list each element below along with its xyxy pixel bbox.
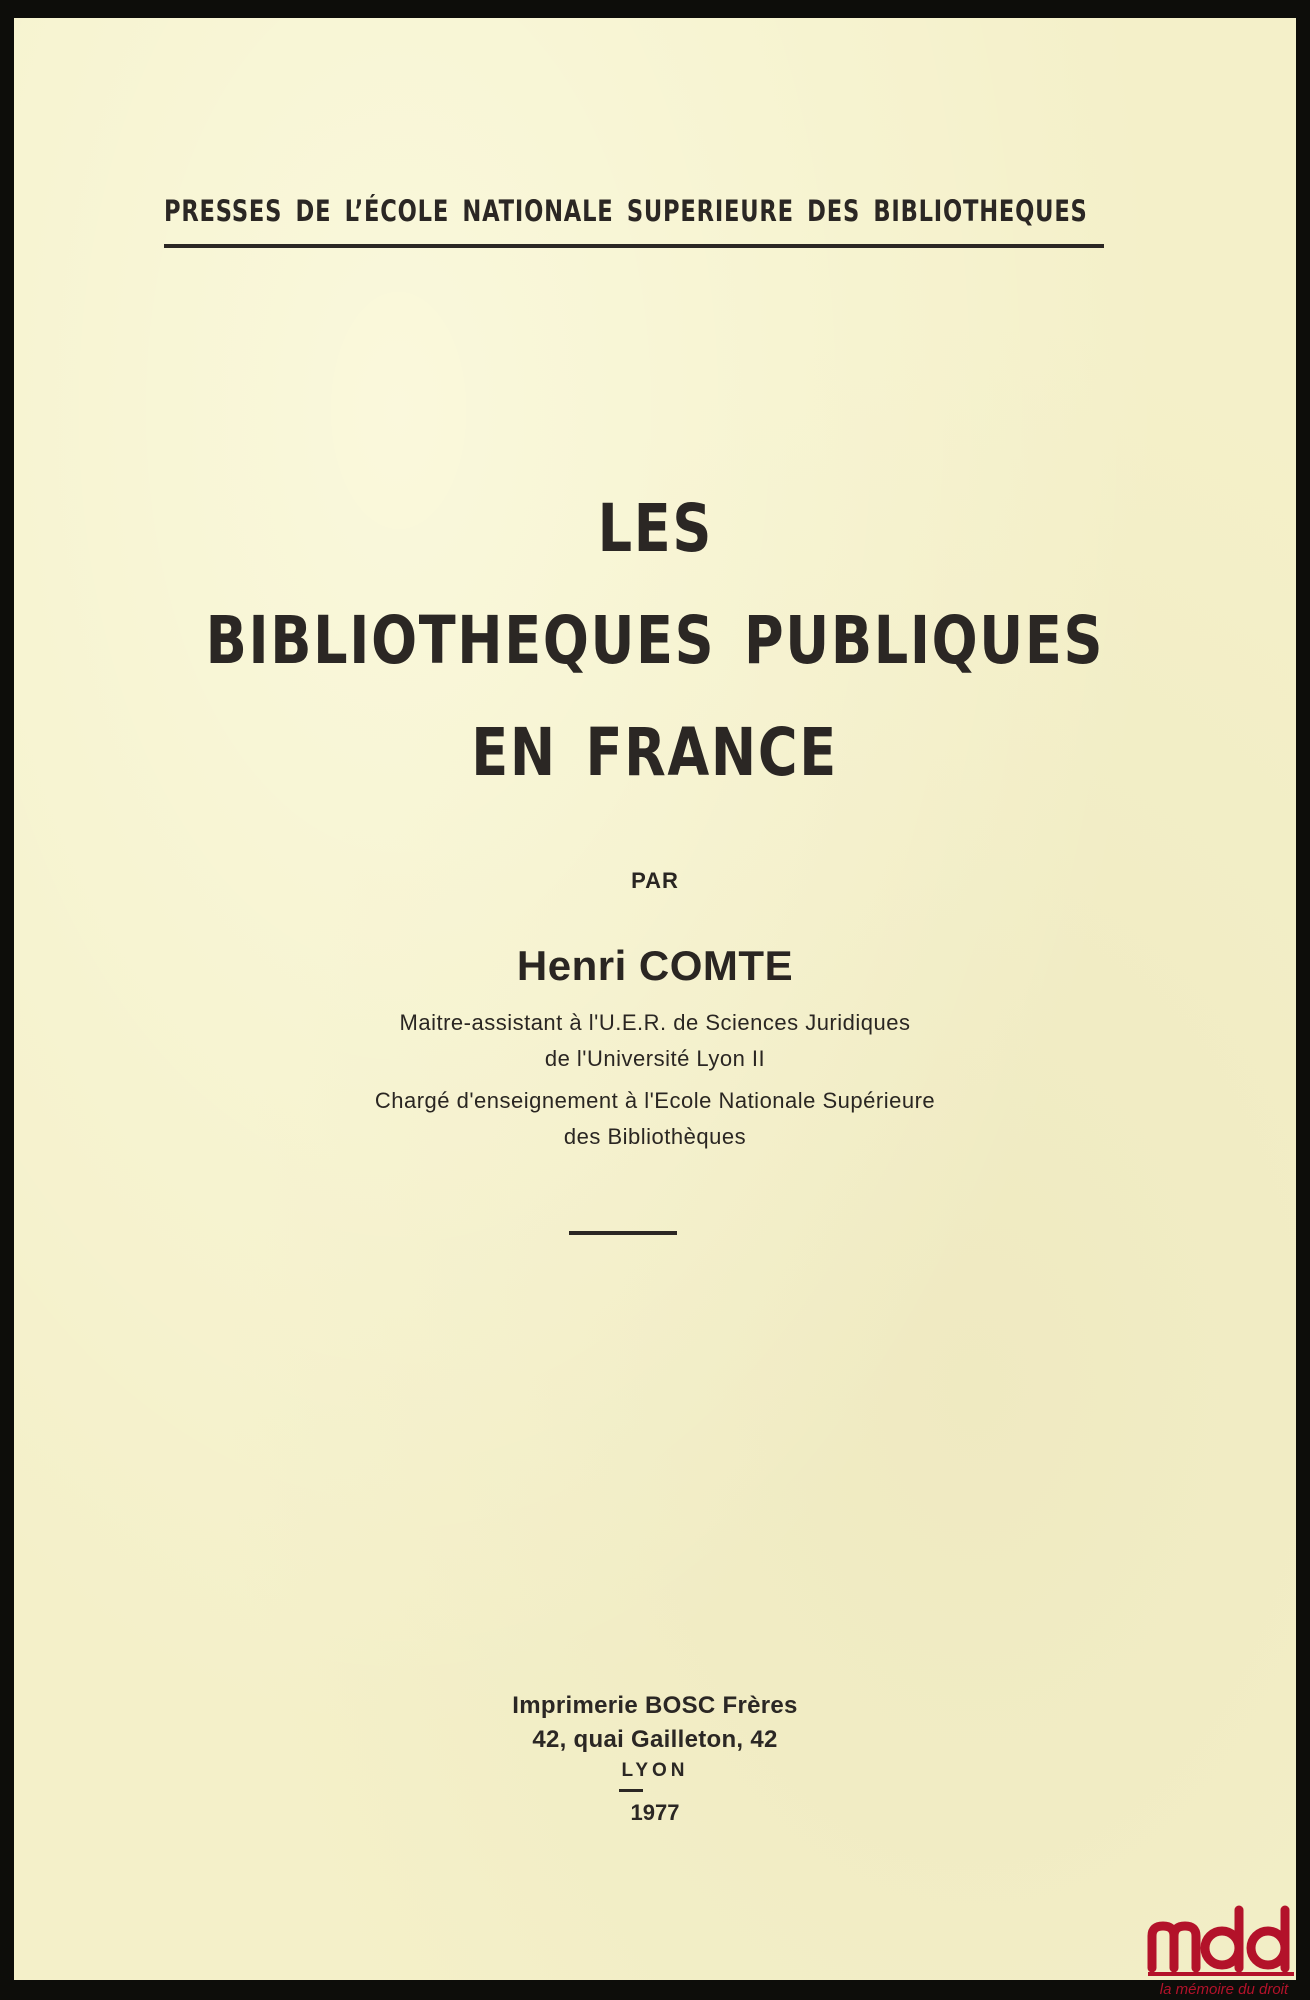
title-line-2: BIBLIOTHEQUES PUBLIQUES <box>205 602 1105 679</box>
book-cover <box>14 18 1296 1980</box>
affiliation-line: Chargé d'enseignement à l'Ecole Nationale Supérieure <box>374 1088 936 1113</box>
publisher-name: PRESSES DE L’ÉCOLE NATIONALE SUPERIEURE DES BIBLIOTHEQUES <box>164 194 1088 228</box>
by-label: PAR <box>631 868 679 893</box>
printer-city: LYON <box>621 1760 689 1781</box>
printer-address: 42, quai Gailleton, 42 <box>532 1726 778 1753</box>
author-name: Henri COMTE <box>516 942 794 989</box>
publisher-underline <box>164 244 1104 248</box>
mdd-caption: la mémoire du droit <box>1159 1981 1289 1998</box>
printer-name: Imprimerie BOSC Frères <box>512 1692 798 1719</box>
title-line-1: LES <box>597 490 713 567</box>
divider-dash <box>619 1789 643 1792</box>
publication-year: 1977 <box>630 1800 680 1825</box>
affiliation-line: de l'Université Lyon II <box>544 1046 766 1071</box>
mdd-logo <box>1144 1890 1304 1998</box>
affiliation-line: Maitre-assistant à l'U.E.R. de Sciences Juridiques <box>399 1010 911 1035</box>
affiliation-line: des Bibliothèques <box>563 1124 747 1149</box>
mdd-logo-icon <box>1144 1890 1304 1978</box>
divider-rule <box>569 1231 677 1235</box>
title-line-3: EN FRANCE <box>471 714 839 791</box>
